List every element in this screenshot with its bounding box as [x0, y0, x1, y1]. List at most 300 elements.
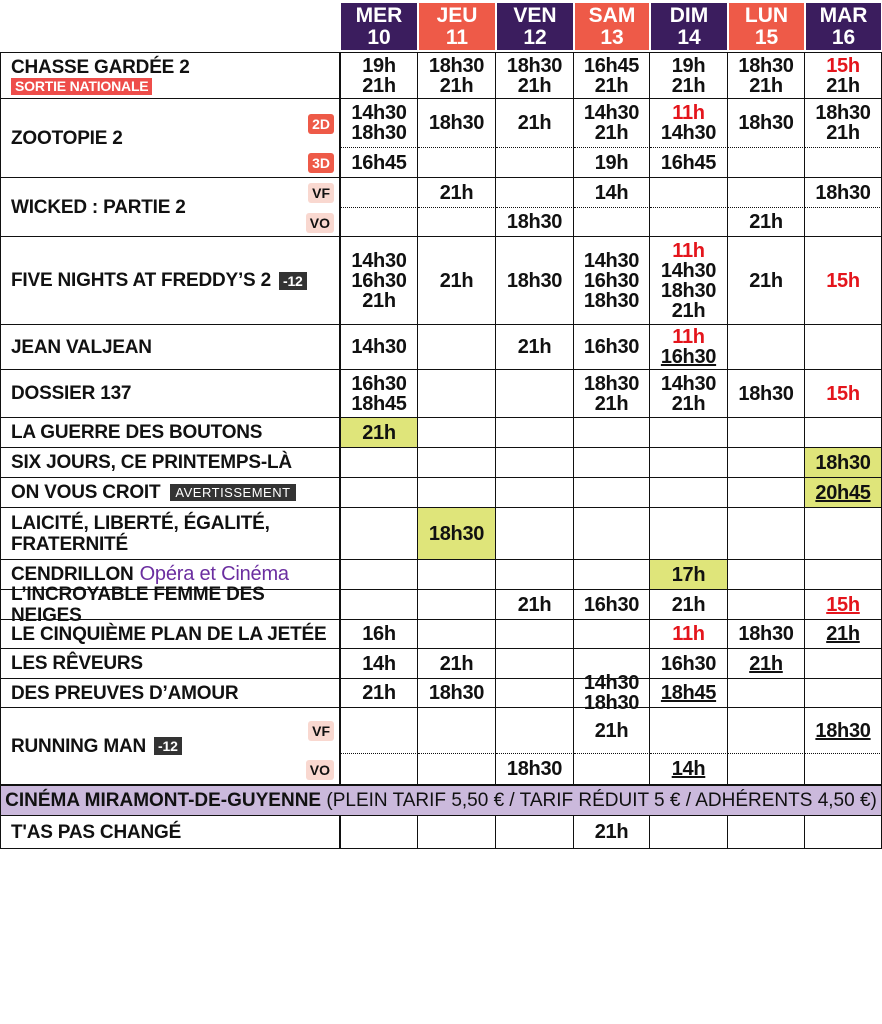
- showtime-cell: [574, 237, 650, 325]
- showtime-cell: [574, 448, 650, 478]
- showtime-cell: [340, 178, 418, 208]
- format-badge-vf: VF: [308, 183, 334, 203]
- day-number: 10: [367, 26, 391, 49]
- showtime-cell: [418, 649, 496, 679]
- day-header-jeu: [419, 3, 495, 50]
- showtime: 14h30: [660, 372, 717, 395]
- showtime: 18h30: [428, 682, 485, 704]
- day-name: MER: [355, 4, 403, 27]
- showtime-cell: [650, 816, 728, 849]
- day-name: SAM: [588, 4, 636, 27]
- film-title: SIX JOURS, CE PRINTEMPS-LÀ: [11, 452, 292, 473]
- showtime: 21h: [826, 74, 860, 97]
- showtime: 18h30: [428, 522, 485, 545]
- showtime-cell: [496, 620, 574, 649]
- showtime-cell: [340, 816, 418, 849]
- showtime-cell: [805, 590, 882, 620]
- showtime: 14h30: [583, 102, 640, 124]
- day-number: 15: [754, 26, 779, 49]
- showtime: 19h: [671, 54, 706, 77]
- showtime-cell: [650, 418, 728, 448]
- showtime: 14h30: [351, 336, 407, 358]
- showtime-cell: [418, 148, 496, 178]
- showtime-cell: [574, 708, 650, 754]
- showtime: 14h: [671, 758, 706, 780]
- showtime: 16h45: [660, 151, 717, 174]
- showtime: 21h: [594, 719, 629, 742]
- film-title-cell: [0, 370, 340, 418]
- showtime-cell: [650, 148, 728, 178]
- day-header-mer: [341, 3, 417, 50]
- showtime-cell: [496, 478, 574, 508]
- showtime-cell: [650, 478, 728, 508]
- showtime: 21h: [439, 74, 474, 97]
- showtime-cell: [650, 754, 728, 785]
- showtime-cell: [418, 52, 496, 99]
- showtime-cell: [650, 620, 728, 649]
- film-title-cell: [0, 649, 340, 679]
- film-title-cell: [0, 620, 340, 649]
- showtime-cell: [340, 418, 418, 448]
- showtime: 21h: [594, 821, 629, 843]
- film-title-line: [11, 383, 339, 404]
- day-name: JEU: [436, 4, 478, 27]
- showtime-cell: [728, 325, 805, 370]
- showtime: 16h30: [660, 652, 717, 675]
- film-title-line: [11, 57, 339, 78]
- showtime-cell: [418, 237, 496, 325]
- showtime: 15h: [826, 54, 860, 77]
- showtime: 11h: [672, 623, 705, 645]
- film-title: LE CINQUIÈME PLAN DE LA JETÉE: [11, 623, 327, 645]
- showtime-cell: [650, 649, 728, 679]
- showtime: 21h: [749, 211, 783, 233]
- age-rating-badge: -12: [154, 737, 182, 755]
- showtime-cell: [805, 754, 882, 785]
- showtime-cell: [340, 590, 418, 620]
- film-title-line-2: FRATERNITÉ: [11, 533, 128, 555]
- showtime: 18h30: [583, 289, 640, 312]
- showtime-cell: [574, 178, 650, 208]
- film-title-line: [11, 736, 339, 757]
- showtime-cell: [805, 418, 882, 448]
- format-badge-2d: 2D: [308, 114, 334, 134]
- showtime: 21h: [362, 74, 396, 97]
- film-title-cell: [0, 478, 340, 508]
- showtime: 11h: [672, 102, 705, 124]
- showtime-cell: [805, 478, 882, 508]
- showtime-cell: [650, 508, 728, 560]
- showtime-cell: [574, 52, 650, 99]
- day-header-lun: [729, 3, 804, 50]
- showtime-cell: [650, 679, 728, 708]
- showtime: 21h: [671, 392, 706, 415]
- showtime-cell: [728, 148, 805, 178]
- film-title: LES RÊVEURS: [11, 653, 143, 674]
- showtime-cell: [340, 754, 418, 785]
- showtime: 18h30: [506, 54, 563, 77]
- showtime-cell: [728, 418, 805, 448]
- showtime: 21h: [594, 74, 629, 97]
- day-number: 14: [677, 26, 701, 49]
- film-title: CENDRILLON: [11, 564, 134, 585]
- film-title-cell: [0, 508, 340, 560]
- day-name: DIM: [669, 4, 709, 27]
- day-number: 11: [445, 26, 469, 49]
- showtime: 16h45: [351, 151, 407, 174]
- film-title-line: [11, 683, 339, 704]
- showtime: 21h: [362, 289, 396, 312]
- showtime: 16h30: [660, 346, 717, 368]
- age-rating-badge: -12: [279, 272, 307, 290]
- showtime: 18h45: [351, 392, 407, 415]
- showtime: 21h: [671, 593, 706, 616]
- showtime-cell: [340, 148, 418, 178]
- showtime-cell: [805, 816, 882, 849]
- warning-badge: AVERTISSEMENT: [170, 484, 295, 501]
- showtime-cell: [574, 208, 650, 237]
- film-title-line: [11, 270, 339, 291]
- day-header-sam: [575, 3, 649, 50]
- film-title-cell: [0, 237, 340, 325]
- showtime-cell: [340, 560, 418, 590]
- showtime: 15h: [826, 382, 860, 405]
- film-title: RUNNING MAN: [11, 735, 147, 757]
- showtime-cell: [418, 99, 496, 148]
- showtime: 21h: [362, 682, 396, 704]
- showtime-cell: [805, 370, 882, 418]
- showtime-cell: [574, 620, 650, 649]
- showtime: 21h: [439, 269, 474, 292]
- day-number: 12: [523, 26, 547, 49]
- showtime-cell: [574, 99, 650, 148]
- showtime: 18h30: [583, 372, 640, 395]
- film-title-cell: [0, 418, 340, 448]
- showtime-cell: [496, 590, 574, 620]
- film-title-cell: [0, 99, 340, 178]
- showtime-cell: [805, 237, 882, 325]
- showtime-cell: [728, 816, 805, 849]
- showtime: 11h: [672, 326, 705, 348]
- showtime-cell: [496, 208, 574, 237]
- showtime-cell: [418, 679, 496, 708]
- format-badge-vo: VO: [306, 213, 334, 233]
- showtime-cell: [340, 52, 418, 99]
- day-header-dim: [651, 3, 727, 50]
- day-name: LUN: [744, 4, 789, 27]
- showtime: 21h: [439, 181, 474, 204]
- film-title-line: [11, 128, 339, 149]
- showtime-cell: [418, 178, 496, 208]
- banner-prices: (PLEIN TARIF 5,50 € / TARIF RÉDUIT 5 € / ADHÉRENTS 4,50 €): [321, 790, 877, 811]
- showtime-cell: [418, 560, 496, 590]
- showtime-cell: [418, 754, 496, 785]
- showtime: 15h: [826, 269, 860, 292]
- showtime-cell: [340, 508, 418, 560]
- showtime: 14h30: [583, 249, 640, 272]
- showtime: 15h: [826, 593, 860, 616]
- showtime-cell: [496, 508, 574, 560]
- showtime: 16h30: [583, 593, 640, 616]
- showtime-cell: [418, 816, 496, 849]
- showtime-cell: [650, 52, 728, 99]
- film-title-line: [11, 482, 339, 503]
- showtime-cell: [805, 620, 882, 649]
- showtime: 16h30: [351, 269, 407, 292]
- showtime-cell: [340, 448, 418, 478]
- showtime-cell: [496, 448, 574, 478]
- showtime-cell: [805, 208, 882, 237]
- showtime-cell: [418, 590, 496, 620]
- showtime-cell: [728, 178, 805, 208]
- showtime-cell: [496, 708, 574, 754]
- showtime-cell: [340, 237, 418, 325]
- film-title: FIVE NIGHTS AT FREDDY’S 2: [11, 270, 271, 291]
- showtime-cell: [340, 208, 418, 237]
- showtime: 18h30: [428, 54, 485, 77]
- showtime-cell: [496, 649, 574, 679]
- showtime-cell: [340, 325, 418, 370]
- showtime-cell: [805, 99, 882, 148]
- showtime-cell: [574, 508, 650, 560]
- showtime-cell: [650, 208, 728, 237]
- showtime: 19h: [594, 151, 629, 174]
- film-title-cell: [0, 679, 340, 708]
- showtime-cell: [340, 649, 418, 679]
- showtime-cell: [805, 178, 882, 208]
- film-title: LAICITÉ, LIBERTÉ, ÉGALITÉ,: [11, 512, 270, 534]
- showtime-cell: [574, 672, 650, 714]
- showtime-cell: [728, 560, 805, 590]
- showtime-cell: [650, 237, 728, 325]
- film-title-line: [11, 197, 339, 218]
- day-number: 13: [600, 26, 624, 49]
- film-title-line: [11, 653, 339, 674]
- showtime: 14h: [594, 181, 629, 204]
- day-name: VEN: [513, 4, 557, 27]
- showtime-cell: [650, 178, 728, 208]
- showtime-cell: [496, 816, 574, 849]
- showtime: 21h: [749, 269, 783, 292]
- showtime-cell: [805, 708, 882, 754]
- film-title-line: [11, 422, 339, 443]
- showtime-cell: [418, 208, 496, 237]
- showtime: 21h: [826, 623, 860, 645]
- showtime: 20h45: [815, 481, 871, 504]
- showtime: 14h30: [660, 259, 717, 282]
- format-badge-vf: VF: [308, 721, 334, 741]
- showtime: 14h30: [660, 122, 717, 144]
- showtime: 14h30: [583, 672, 640, 694]
- format-badge-vo: VO: [306, 760, 334, 780]
- showtime-cell: [728, 370, 805, 418]
- showtime-cell: [418, 418, 496, 448]
- showtime-cell: [728, 52, 805, 99]
- film-title: DES PREUVES D’AMOUR: [11, 682, 239, 704]
- showtime-cell: [574, 754, 650, 785]
- showtime: 14h30: [351, 249, 407, 272]
- showtime: 17h: [671, 563, 706, 586]
- showtime: 18h30: [738, 623, 794, 645]
- showtime-cell: [574, 370, 650, 418]
- showtime-cell: [496, 237, 574, 325]
- film-title-cell: [0, 325, 340, 370]
- showtime-cell: [496, 754, 574, 785]
- showtime-cell: [418, 508, 496, 560]
- film-title: JEAN VALJEAN: [11, 336, 152, 358]
- showtime-cell: [650, 325, 728, 370]
- showtime-cell: [728, 448, 805, 478]
- showtime-cell: [805, 679, 882, 708]
- release-tagline: SORTIE NATIONALE: [11, 78, 152, 95]
- showtime-cell: [340, 478, 418, 508]
- showtime-cell: [728, 99, 805, 148]
- film-title: T'AS PAS CHANGÉ: [11, 821, 182, 843]
- showtime-cell: [650, 370, 728, 418]
- showtime-cell: [728, 620, 805, 649]
- showtime-cell: [574, 325, 650, 370]
- day-header-ven: [497, 3, 573, 50]
- showtime: 18h30: [815, 451, 871, 474]
- showtime-cell: [418, 620, 496, 649]
- film-title-line: [11, 452, 339, 473]
- showtime-cell: [650, 590, 728, 620]
- showtime-cell: [728, 649, 805, 679]
- showtime: 21h: [517, 336, 552, 358]
- showtime-cell: [418, 448, 496, 478]
- film-title-cell: [0, 583, 340, 626]
- showtime: 11h: [672, 239, 705, 262]
- showtime-cell: [496, 679, 574, 708]
- showtime: 18h30: [815, 181, 871, 204]
- showtime: 18h30: [428, 112, 485, 134]
- showtime-cell: [650, 708, 728, 754]
- showtime: 21h: [671, 299, 706, 322]
- showtime-cell: [728, 208, 805, 237]
- film-title-line: [11, 624, 339, 645]
- showtime-cell: [496, 178, 574, 208]
- showtime-cell: [728, 237, 805, 325]
- showtime-cell: [805, 508, 882, 560]
- showtime-cell: [574, 560, 650, 590]
- showtime: 21h: [749, 74, 783, 97]
- showtime-cell: [805, 148, 882, 178]
- film-title: L’INCROYABLE FEMME DES NEIGES: [11, 583, 265, 626]
- day-number: 16: [831, 26, 856, 49]
- film-title-line: [11, 822, 339, 843]
- showtime: 21h: [439, 652, 474, 675]
- showtime-cell: [340, 620, 418, 649]
- showtime-cell: [496, 325, 574, 370]
- film-title-cell: [0, 52, 340, 99]
- film-title: DOSSIER 137: [11, 383, 132, 404]
- showtime-cell: [650, 99, 728, 148]
- showtime-cell: [496, 560, 574, 590]
- showtime-cell: [728, 590, 805, 620]
- showtime: 21h: [749, 652, 783, 675]
- showtime-cell: [805, 560, 882, 590]
- showtime-cell: [496, 52, 574, 99]
- film-title: CHASSE GARDÉE 2: [11, 56, 190, 78]
- showtime: 21h: [362, 421, 396, 444]
- showtime: 18h30: [506, 758, 563, 780]
- showtime-cell: [418, 370, 496, 418]
- film-title-line: [11, 513, 339, 534]
- showtime-cell: [418, 325, 496, 370]
- showtime: 18h30: [506, 269, 563, 292]
- showtime: 16h30: [583, 269, 640, 292]
- showtime: 18h45: [660, 682, 717, 704]
- showtime-cell: [340, 99, 418, 148]
- film-title: LA GUERRE DES BOUTONS: [11, 422, 263, 443]
- showtime: 16h30: [351, 372, 407, 395]
- film-title: ON VOUS CROIT: [11, 482, 161, 503]
- film-title-line: [11, 337, 339, 358]
- showtime: 14h30: [351, 102, 407, 124]
- film-title: WICKED : PARTIE 2: [11, 196, 186, 218]
- film-title-cell: [0, 448, 340, 478]
- showtime: 18h30: [351, 122, 407, 144]
- showtime-cell: [496, 418, 574, 448]
- showtime-cell: [574, 816, 650, 849]
- showtime: 18h30: [815, 102, 871, 124]
- format-badge-3d: 3D: [308, 153, 334, 173]
- showtime: 21h: [517, 593, 552, 616]
- showtime-cell: [496, 99, 574, 148]
- showtime: 18h30: [738, 112, 794, 134]
- showtime-cell: [340, 370, 418, 418]
- showtime: 21h: [517, 74, 552, 97]
- cinema-banner: [0, 785, 882, 816]
- showtime: 21h: [517, 112, 552, 134]
- showtime-cell: [805, 649, 882, 679]
- showtime-cell: [805, 448, 882, 478]
- showtime-cell: [418, 478, 496, 508]
- banner-title: CINÉMA MIRAMONT-DE-GUYENNE: [5, 790, 322, 811]
- day-name: MAR: [819, 4, 868, 27]
- film-title-cell: [0, 178, 340, 237]
- showtime: 18h30: [506, 211, 563, 233]
- showtime-cell: [574, 418, 650, 448]
- showtime: 18h30: [660, 279, 717, 302]
- showtime-cell: [728, 508, 805, 560]
- day-header-mar: [806, 3, 881, 50]
- showtime-cell: [496, 148, 574, 178]
- showtime: 21h: [594, 392, 629, 415]
- showtime-cell: [340, 708, 418, 754]
- showtime-cell: [574, 478, 650, 508]
- showtime-cell: [496, 370, 574, 418]
- showtime-cell: [728, 754, 805, 785]
- showtime: 18h30: [738, 382, 794, 405]
- showtime: 16h30: [583, 336, 640, 358]
- showtime: 18h30: [738, 54, 794, 77]
- showtime-cell: [650, 560, 728, 590]
- showtime-cell: [574, 590, 650, 620]
- showtime-cell: [805, 325, 882, 370]
- showtime: 21h: [594, 122, 629, 144]
- showtime: 16h45: [583, 54, 640, 77]
- showtime-cell: [574, 148, 650, 178]
- showtime-cell: [340, 679, 418, 708]
- showtime-cell: [418, 708, 496, 754]
- film-title-cell: [0, 708, 340, 785]
- opera-label: Opéra et Cinéma: [139, 563, 289, 585]
- showtime-cell: [650, 448, 728, 478]
- showtime: 19h: [362, 54, 396, 77]
- showtime-cell: [728, 478, 805, 508]
- film-title: ZOOTOPIE 2: [11, 127, 123, 149]
